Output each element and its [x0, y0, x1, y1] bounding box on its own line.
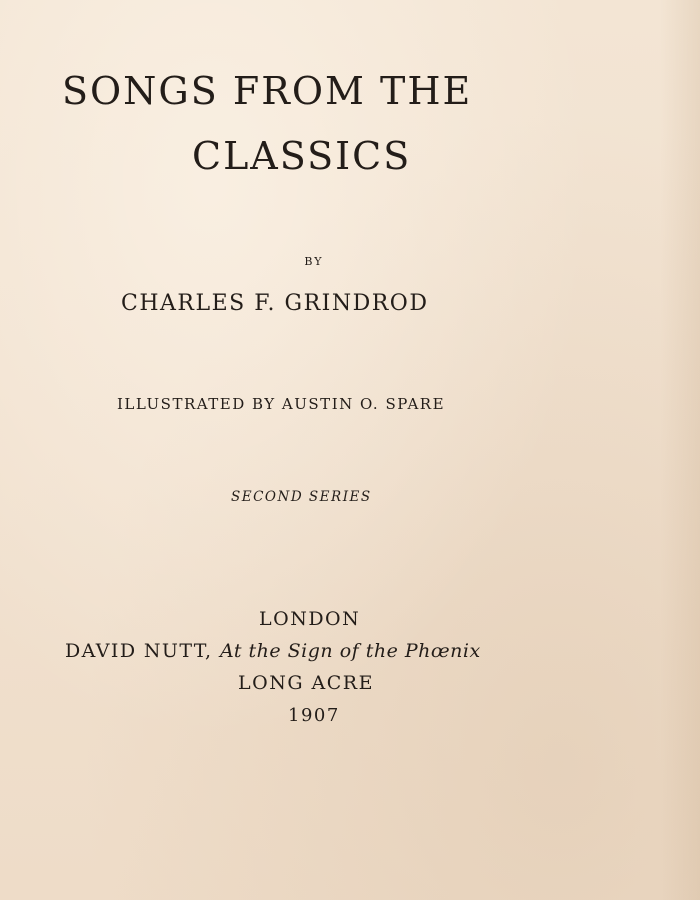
publisher-name: DAVID NUTT,: [65, 640, 213, 662]
illustrator-credit: ILLUSTRATED BY AUSTIN O. SPARE: [117, 395, 446, 413]
book-title-line-2: CLASSICS: [192, 134, 412, 178]
imprint-street: LONG ACRE: [238, 672, 374, 694]
imprint-year: 1907: [288, 705, 340, 726]
imprint-publisher-line: [65, 637, 481, 665]
book-title-line-1: SONGS FROM THE: [62, 69, 473, 113]
author-name: CHARLES F. GRINDROD: [121, 291, 429, 316]
series-label: SECOND SERIES: [231, 489, 372, 505]
by-line: BY: [304, 255, 324, 268]
publisher-sign: At the Sign of the Phœnix: [219, 640, 481, 662]
imprint-city: LONDON: [259, 608, 361, 630]
